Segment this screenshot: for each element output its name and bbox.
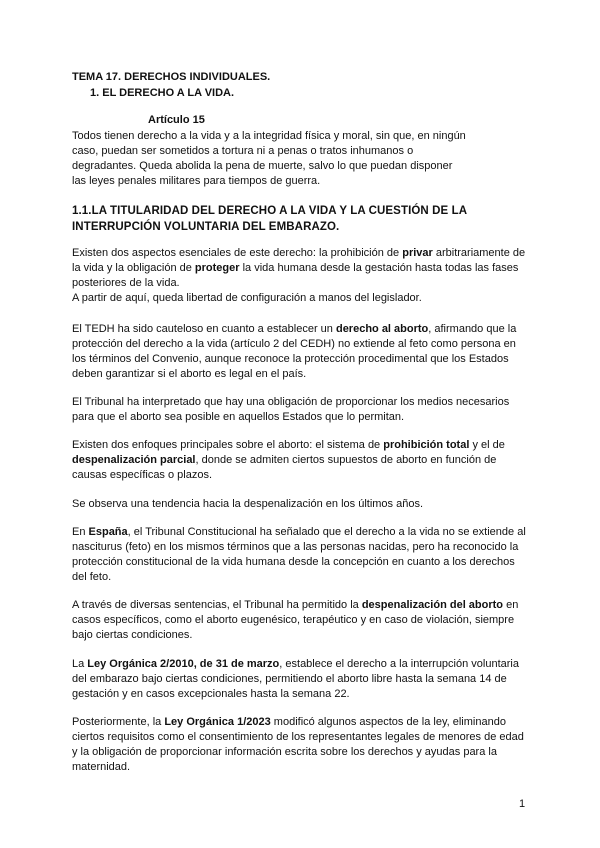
- section-heading-line: 1.1.LA TITULARIDAD DEL DERECHO A LA VIDA Y LA CUESTIÓN DE LA: [72, 205, 468, 217]
- paragraph-ley-2010: [72, 657, 532, 702]
- bold-term: prohibición total: [383, 439, 470, 451]
- paragraph-text: Se observa una tendencia hacia la despenalización en los últimos años.: [72, 498, 424, 510]
- bold-term: España: [88, 526, 128, 538]
- section-heading-line: INTERRUPCIÓN VOLUNTARIA DEL EMBARAZO.: [72, 221, 340, 233]
- article-line: Todos tienen derecho a la vida y a la integridad física y moral, sin que, en ningún: [72, 130, 466, 142]
- paragraph-sentencias: [72, 598, 532, 643]
- paragraph-enfoques: [72, 438, 532, 483]
- text-run: La: [72, 658, 88, 670]
- paragraph-espana: [72, 525, 532, 585]
- page-number: 1: [519, 798, 526, 810]
- bold-term: despenalización del aborto: [361, 599, 504, 611]
- bold-term: despenalización parcial: [72, 454, 196, 466]
- text-run: en casos específicos, como el aborto eugenésico, terapéutico y en caso de violación, siempre bajo ciertas condiciones.: [72, 599, 519, 641]
- text-run: arbitrariamente de la vida y la obligación de: [72, 247, 526, 274]
- text-run: la vida humana desde la gestación hasta todas las fases posteriores de la vida.: [72, 262, 519, 289]
- paragraph-tribunal: [72, 395, 532, 425]
- article-heading: Artículo 15: [148, 114, 205, 126]
- bold-term: proteger: [194, 262, 240, 274]
- paragraph-text: El Tribunal ha interpretado que hay una obligación de proporcionar los medios necesarios para que el aborto sea posible en aquellos Estados que lo permitan.: [72, 396, 510, 423]
- article-line: caso, puedan ser sometidos a tortura ni a penas o tratos inhumanos o: [72, 145, 414, 157]
- paragraph-ley-2023: [72, 715, 532, 775]
- article-text: [72, 129, 532, 189]
- text-run: modificó algunos aspectos de la ley, eliminando ciertos requisitos como el consentimiento de los representantes legales de menores de edad y la obligación de proporcionar información escrita sobre los derechos y ayudas para la maternidad.: [72, 716, 524, 773]
- bold-term: privar: [402, 247, 433, 259]
- paragraph-line: A partir de aquí, queda libertad de configuración a manos del legislador.: [72, 292, 422, 304]
- text-run: Existen dos enfoques principales sobre el aborto: el sistema de: [72, 439, 384, 451]
- text-run: , establece el derecho a la interrupción voluntaria del embarazo bajo ciertas condiciones, permitiendo el aborto libre hasta la semana 14 de gestación y en casos excepcionales hasta la semana 22.: [72, 658, 519, 700]
- paragraph-tendencia: [72, 497, 532, 512]
- document-title: TEMA 17. DERECHOS INDIVIDUALES.: [72, 71, 271, 83]
- section-title: 1. EL DERECHO A LA VIDA.: [90, 87, 235, 99]
- text-run: , donde se admiten ciertos supuestos de aborto en función de causas específicas o plazos.: [72, 454, 497, 481]
- paragraph-tedh: [72, 322, 532, 382]
- text-run: , el Tribunal Constitucional ha señalado que el derecho a la vida no se extiende al nasciturus (feto) en los mismos términos que a las personas nacidas, pero ha reconocido la protección constitucional de la vida humana desde la concepción en cuanto a los derechos del feto.: [72, 526, 526, 583]
- section-heading: [72, 203, 532, 235]
- text-run: Posteriormente, la: [72, 716, 165, 728]
- text-run: A través de diversas sentencias, el Tribunal ha permitido la: [72, 599, 362, 611]
- article-line: degradantes. Queda abolida la pena de muerte, salvo lo que puedan disponer: [72, 160, 453, 172]
- text-run: , afirmando que la protección del derecho a la vida (artículo 2 del CEDH) no extiende al feto como persona en los términos del Convenio, aunque reconoce la protección procedimental que los Estados deben garantizar si el aborto es legal en el país.: [72, 323, 517, 380]
- bold-term: Ley Orgánica 1/2023: [164, 716, 271, 728]
- bold-term: Ley Orgánica 2/2010, de 31 de marzo: [87, 658, 280, 670]
- text-run: En: [72, 526, 89, 538]
- text-run: Existen dos aspectos esenciales de este derecho: la prohibición de: [72, 247, 403, 259]
- paragraph-aspects: [72, 246, 532, 306]
- bold-term: derecho al aborto: [335, 323, 429, 335]
- text-run: y el de: [469, 439, 505, 451]
- text-run: El TEDH ha sido cauteloso en cuanto a establecer un: [72, 323, 336, 335]
- article-line: las leyes penales militares para tiempos de guerra.: [72, 175, 321, 187]
